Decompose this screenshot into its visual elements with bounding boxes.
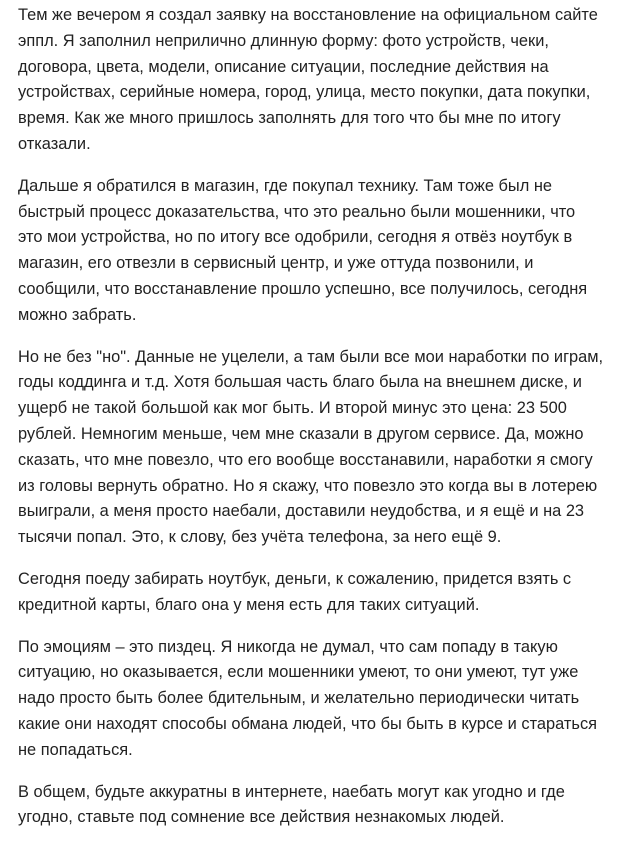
paragraph-conclusion: В общем, будьте аккуратны в интернете, наебать могут как угодно и где угодно, ставьте под сомнение все действия незнакомых людей. bbox=[18, 782, 565, 827]
paragraph-emotions: По эмоциям – это пиздец. Я никогда не думал, что сам попаду в такую ситуацию, но оказывается, если мошенники умеют, то они умеют, тут уже надо просто быть более бдительным, и желательно периодически читать какие они находят способы обмана людей, что бы быть в курсе и стараться не попадаться. bbox=[18, 637, 598, 759]
paragraph-pickup-payment: Сегодня поеду забирать ноутбук, деньги, к сожалению, придется взять с кредитной карты, благо она у меня есть для таких ситуаций. bbox=[18, 569, 572, 614]
paragraph-apple-request: Тем же вечером я создал заявку на восстановление на официальном сайте эппл. Я заполнил неприлично длинную форму: фото устройств, чеки, договора, цвета, модели, описание ситуации, последние действия на устройствах, серийные номера, город, улица, место покупки, дата покупки, время. Как же много пришлось заполнять для того что бы мне по итогу отказали. bbox=[18, 6, 598, 153]
paragraph-store-process: Дальше я обратился в магазин, где покупал технику. Там тоже был не быстрый процесс доказательства, что это реально были мошенники, что это мои устройства, но по итогу все одобрили, сегодня я отвёз ноутбук в магазин, его отвезли в сервисный центр, и уже оттуда позвонили, и сообщили, что восстанавление прошло успешно, все получилось, сегодня можно забрать. bbox=[18, 176, 588, 324]
paragraph-data-loss-cost: Но не без "но". Данные не уцелели, а там были все мои наработки по играм, годы коддинга и т.д. Хотя большая часть благо была на внешнем диске, и ущерб не такой большой как мог быть. И второй минус это цена: 23 500 рублей. Немногим меньше, чем мне сказали в другом сервисе. Да, можно сказать, что мне повезло, что его вообще восстанавили, наработки я смогу из головы вернуть обратно. Но я скажу, что повезло это когда вы в лотерею выиграли, а меня просто наебали, доставили неудобства, и я ещё и на 23 тысячи попал. Это, к слову, без учёта телефона, за него ещё 9. bbox=[18, 347, 604, 547]
